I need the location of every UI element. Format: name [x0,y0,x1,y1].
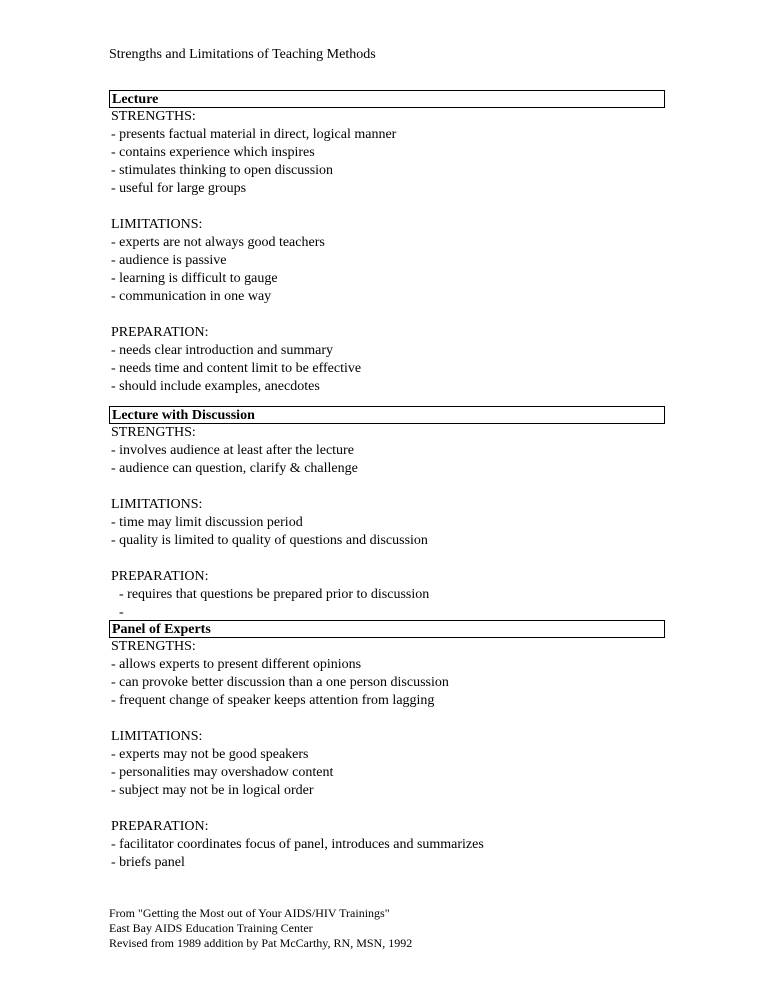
list-item: - experts are not always good teachers [111,235,325,250]
list-item: - briefs panel [111,855,185,870]
list-item: - subject may not be in logical order [111,783,314,798]
section-lecture-with-discussion [109,406,665,622]
list-item: - requires that questions be prepared prior to discussion [119,587,430,602]
footer-citation [109,906,412,951]
list-item: - useful for large groups [111,181,247,196]
list-item: - facilitator coordinates focus of panel, introduces and summarizes [111,837,484,852]
list-item: - learning is difficult to gauge [111,271,278,286]
list-item: - audience can question, clarify & challenge [111,461,358,476]
list-item: - needs time and content limit to be effective [111,361,362,376]
footer-line: From "Getting the Most out of Your AIDS/HIV Trainings" [109,906,390,920]
limitations-label: LIMITATIONS: [111,217,203,232]
limitations-label: LIMITATIONS: [111,729,203,744]
section-panel-of-experts [109,620,665,872]
list-item: - allows experts to present different opinions [111,657,362,672]
section-lecture [109,90,665,396]
list-item: - time may limit discussion period [111,515,303,530]
list-item: - [119,605,124,620]
list-item: - involves audience at least after the lecture [111,443,354,458]
list-item: - stimulates thinking to open discussion [111,163,334,178]
preparation-label: PREPARATION: [111,569,209,584]
page-title: Strengths and Limitations of Teaching Methods [109,47,376,62]
section-heading: Lecture [109,90,665,108]
list-item: - personalities may overshadow content [111,765,334,780]
strengths-label: STRENGTHS: [111,639,196,654]
list-item: - can provoke better discussion than a one person discussion [111,675,449,690]
footer-line: East Bay AIDS Education Training Center [109,921,313,935]
strengths-label: STRENGTHS: [111,109,196,124]
preparation-label: PREPARATION: [111,819,209,834]
list-item: - quality is limited to quality of questions and discussion [111,533,428,548]
limitations-label: LIMITATIONS: [111,497,203,512]
list-item: - communication in one way [111,289,272,304]
list-item: - frequent change of speaker keeps attention from lagging [111,693,435,708]
list-item: - needs clear introduction and summary [111,343,333,358]
list-item: - should include examples, anecdotes [111,379,320,394]
list-item: - experts may not be good speakers [111,747,309,762]
list-item: - presents factual material in direct, logical manner [111,127,397,142]
section-heading: Panel of Experts [109,620,665,638]
preparation-label: PREPARATION: [111,325,209,340]
section-heading: Lecture with Discussion [109,406,665,424]
footer-line: Revised from 1989 addition by Pat McCarthy, RN, MSN, 1992 [109,936,413,950]
list-item: - audience is passive [111,253,227,268]
strengths-label: STRENGTHS: [111,425,196,440]
list-item: - contains experience which inspires [111,145,315,160]
